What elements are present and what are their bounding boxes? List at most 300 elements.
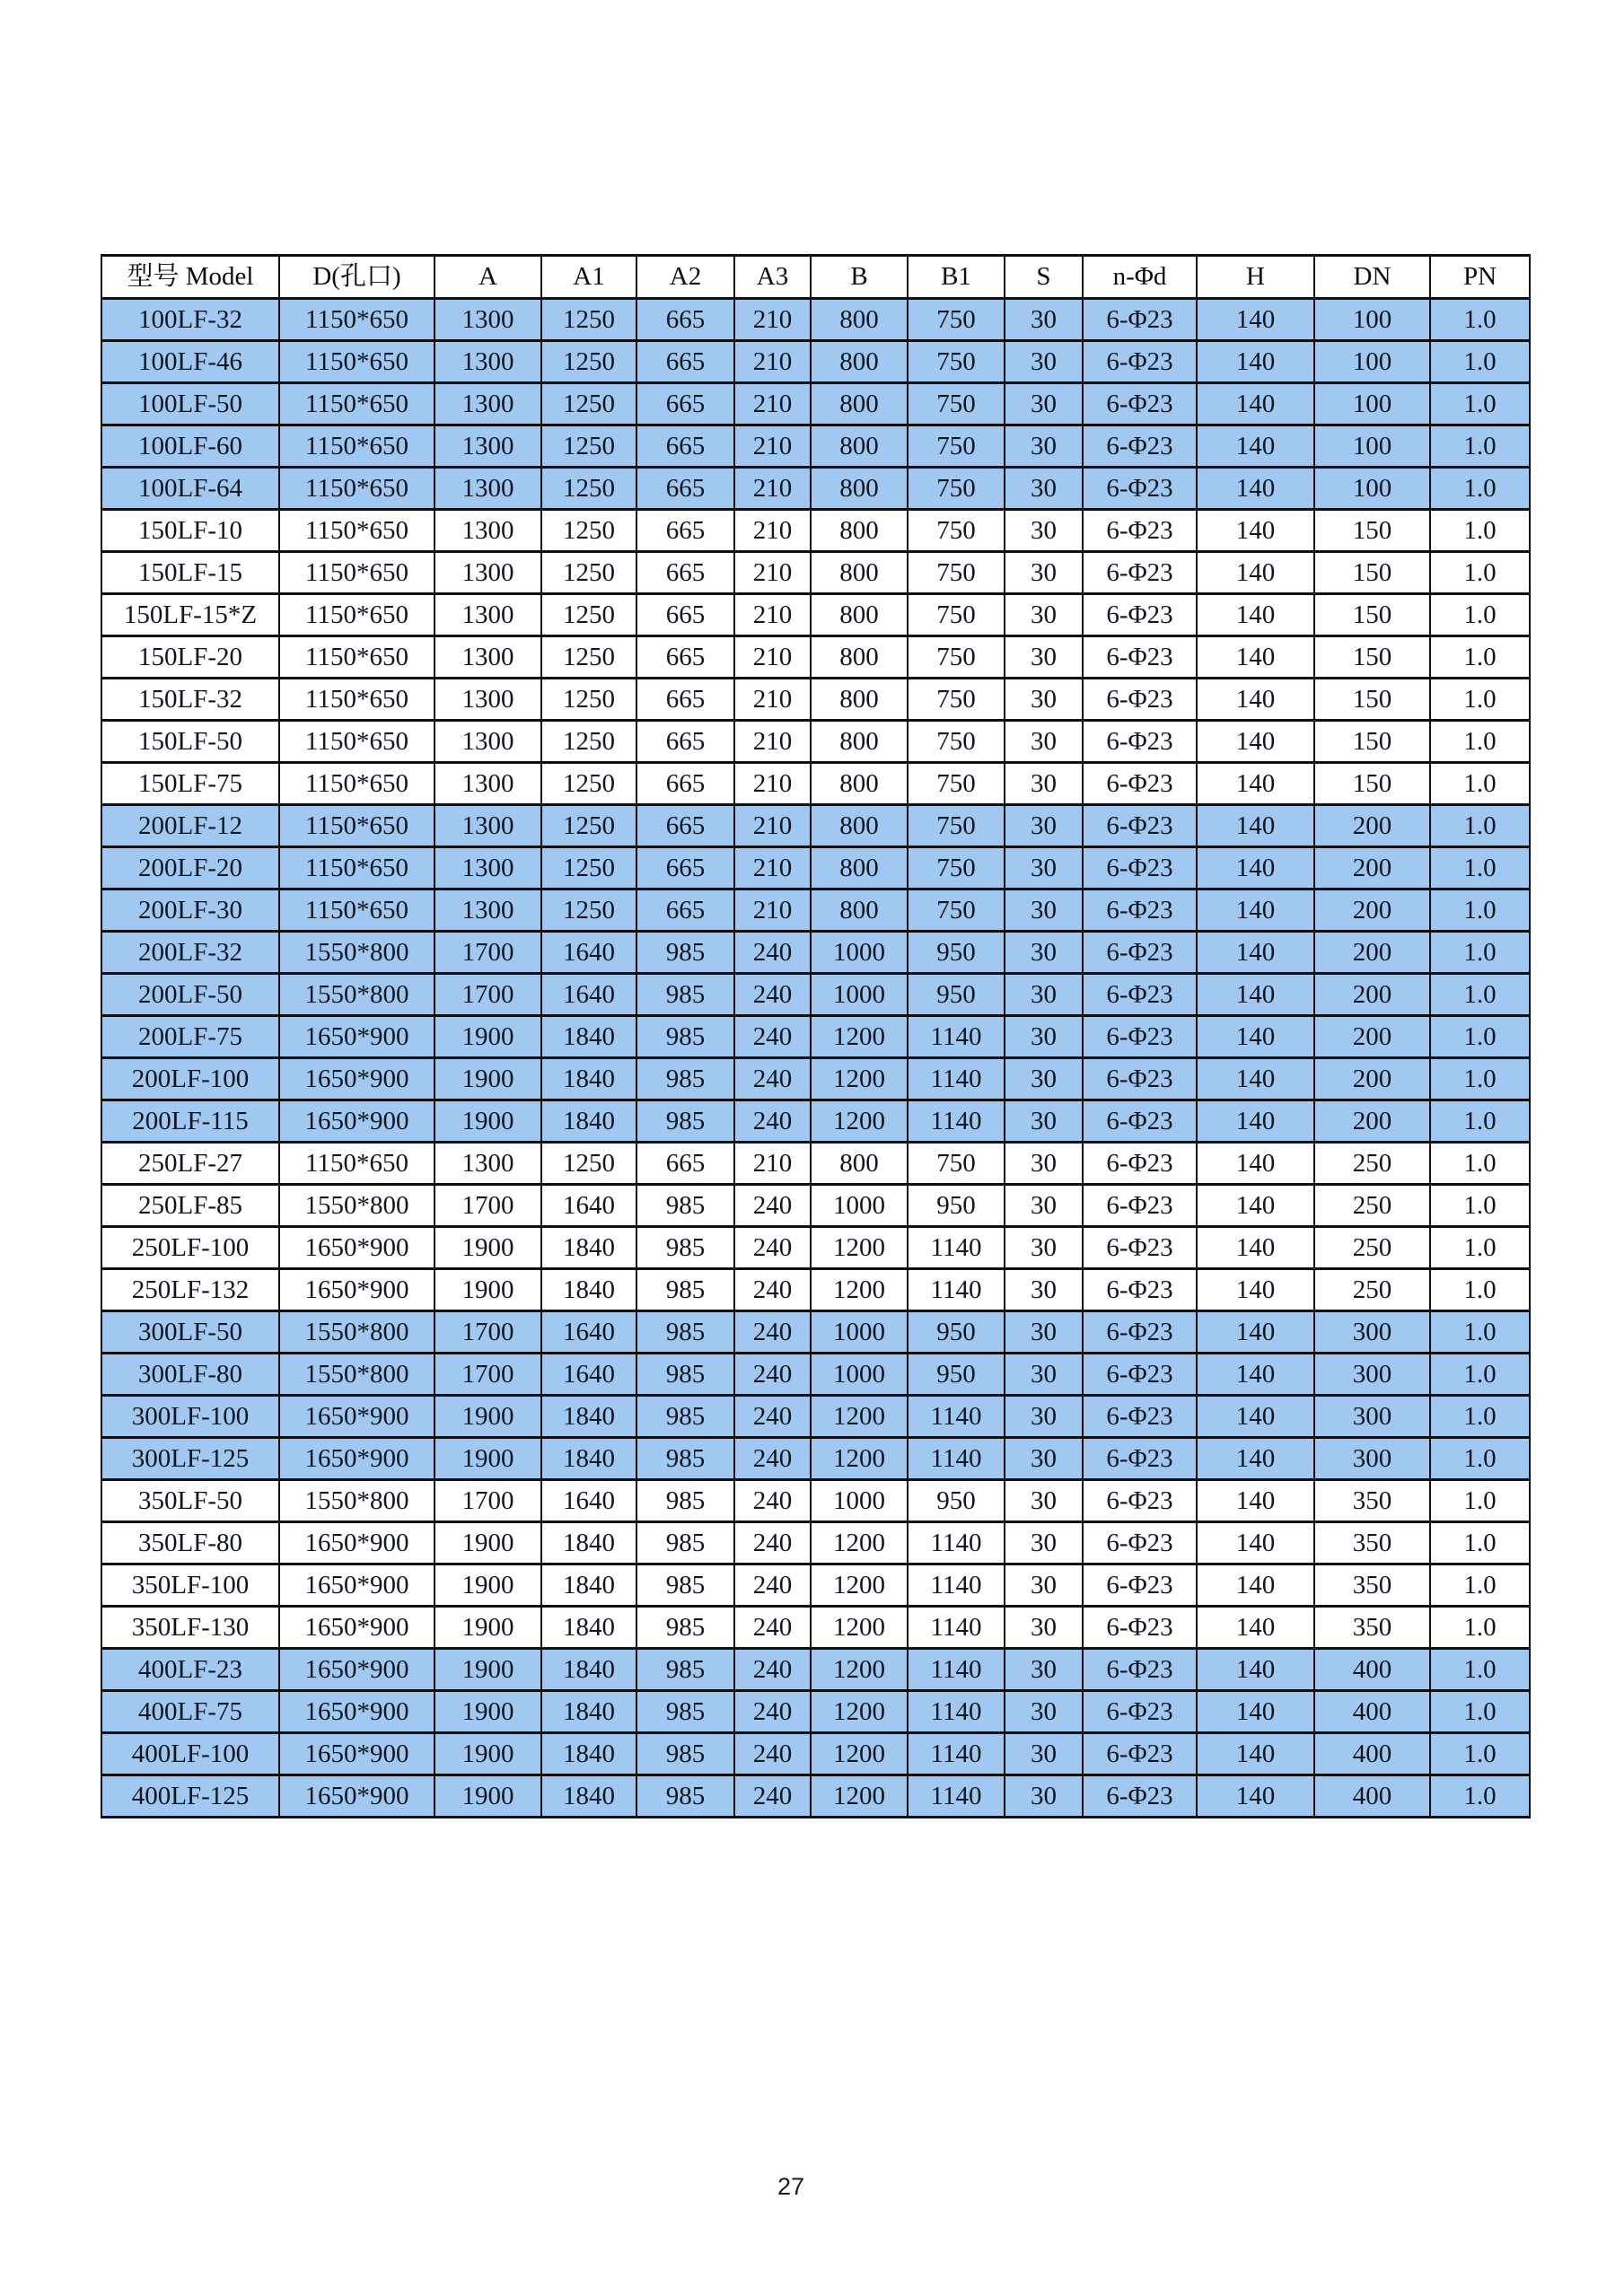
table-cell: 1900 [435,1269,541,1311]
table-cell: 100LF-50 [101,383,279,425]
table-cell: 200LF-30 [101,889,279,932]
table-cell: 30 [1005,1733,1083,1775]
table-cell: 30 [1005,1016,1083,1058]
table-cell: 1150*650 [279,805,435,847]
table-cell: 1140 [908,1607,1005,1649]
table-cell: 1650*900 [279,1649,435,1691]
table-cell: 140 [1197,1691,1314,1733]
table-cell: 665 [636,594,734,636]
table-cell: 985 [636,1185,734,1227]
table-cell: 665 [636,847,734,889]
table-cell: 150 [1314,510,1430,552]
table-cell: 240 [734,1691,811,1733]
table-row [101,299,1530,341]
table-cell: 1150*650 [279,510,435,552]
table-cell: 1140 [908,1396,1005,1438]
table-cell: 1900 [435,1607,541,1649]
table-cell: 30 [1005,1185,1083,1227]
table-cell: 6-Φ23 [1083,932,1197,974]
table-cell: 6-Φ23 [1083,299,1197,341]
column-header: B1 [908,256,1005,299]
table-cell: 30 [1005,594,1083,636]
table-cell: 1200 [811,1058,908,1100]
table-cell: 200 [1314,974,1430,1016]
table-cell: 985 [636,1607,734,1649]
table-cell: 800 [811,721,908,763]
table-cell: 150LF-50 [101,721,279,763]
table-cell: 1840 [541,1607,636,1649]
table-cell: 400LF-100 [101,1733,279,1775]
table-cell: 750 [908,679,1005,721]
table-cell: 1.0 [1430,889,1530,932]
table-cell: 665 [636,425,734,468]
table-cell: 1.0 [1430,1227,1530,1269]
table-cell: 1300 [435,468,541,510]
table-cell: 200LF-115 [101,1100,279,1143]
column-header: A3 [734,256,811,299]
table-cell: 6-Φ23 [1083,552,1197,594]
table-cell: 30 [1005,510,1083,552]
table-row [101,679,1530,721]
table-cell: 6-Φ23 [1083,1564,1197,1607]
table-cell: 665 [636,468,734,510]
table-row [101,1311,1530,1354]
table-cell: 240 [734,1438,811,1480]
table-row [101,1564,1530,1607]
table-cell: 30 [1005,721,1083,763]
table-cell: 1900 [435,1522,541,1564]
table-cell: 6-Φ23 [1083,1143,1197,1185]
data-table [101,254,1531,1818]
table-cell: 150LF-15 [101,552,279,594]
table-cell: 985 [636,1058,734,1100]
table-cell: 1150*650 [279,383,435,425]
table-cell: 30 [1005,1480,1083,1522]
table-cell: 6-Φ23 [1083,1311,1197,1354]
table-cell: 1840 [541,1649,636,1691]
table-cell: 1150*650 [279,847,435,889]
table-cell: 800 [811,889,908,932]
table-cell: 200LF-32 [101,932,279,974]
table-row [101,1227,1530,1269]
table-cell: 1250 [541,721,636,763]
table-cell: 1840 [541,1016,636,1058]
table-cell: 300LF-80 [101,1354,279,1396]
table-cell: 985 [636,1354,734,1396]
table-cell: 1150*650 [279,468,435,510]
table-row [101,763,1530,805]
table-cell: 140 [1197,1016,1314,1058]
table-cell: 1250 [541,847,636,889]
table-cell: 200LF-75 [101,1016,279,1058]
table-cell: 1140 [908,1100,1005,1143]
table-cell: 950 [908,1311,1005,1354]
table-cell: 30 [1005,805,1083,847]
table-cell: 1.0 [1430,510,1530,552]
table-cell: 1140 [908,1269,1005,1311]
table-cell: 1550*800 [279,1480,435,1522]
table-cell: 140 [1197,1269,1314,1311]
table-cell: 400 [1314,1649,1430,1691]
table-cell: 210 [734,679,811,721]
table-cell: 140 [1197,510,1314,552]
table-cell: 1.0 [1430,341,1530,383]
table-cell: 350LF-130 [101,1607,279,1649]
table-cell: 140 [1197,805,1314,847]
table-cell: 200LF-20 [101,847,279,889]
table-cell: 1640 [541,1354,636,1396]
table-cell: 750 [908,468,1005,510]
table-cell: 1150*650 [279,763,435,805]
table-cell: 1650*900 [279,1691,435,1733]
column-header: n-Φd [1083,256,1197,299]
table-cell: 200 [1314,1100,1430,1143]
table-cell: 750 [908,889,1005,932]
table-cell: 1.0 [1430,721,1530,763]
table-cell: 1.0 [1430,1058,1530,1100]
table-cell: 140 [1197,468,1314,510]
table-cell: 985 [636,1311,734,1354]
table-row [101,1100,1530,1143]
table-cell: 1.0 [1430,974,1530,1016]
table-row [101,721,1530,763]
table-cell: 1300 [435,847,541,889]
table-cell: 1.0 [1430,1438,1530,1480]
table-cell: 985 [636,1269,734,1311]
table-cell: 1250 [541,636,636,679]
table-cell: 240 [734,1185,811,1227]
table-cell: 1900 [435,1733,541,1775]
table-cell: 350 [1314,1480,1430,1522]
table-cell: 6-Φ23 [1083,679,1197,721]
table-row [101,1438,1530,1480]
table-cell: 1140 [908,1438,1005,1480]
table-cell: 1.0 [1430,468,1530,510]
table-cell: 30 [1005,1058,1083,1100]
table-cell: 1.0 [1430,552,1530,594]
table-row [101,1396,1530,1438]
table-cell: 1150*650 [279,679,435,721]
table-cell: 1250 [541,805,636,847]
table-row [101,510,1530,552]
column-header: A1 [541,256,636,299]
table-row [101,1607,1530,1649]
table-cell: 665 [636,299,734,341]
table-cell: 30 [1005,552,1083,594]
table-cell: 6-Φ23 [1083,1100,1197,1143]
table-cell: 1840 [541,1775,636,1818]
table-cell: 1.0 [1430,1607,1530,1649]
table-cell: 400 [1314,1733,1430,1775]
table-cell: 1250 [541,468,636,510]
table-cell: 1200 [811,1438,908,1480]
table-cell: 1.0 [1430,594,1530,636]
table-cell: 6-Φ23 [1083,889,1197,932]
table-cell: 1.0 [1430,763,1530,805]
column-header: D(孔口) [279,256,435,299]
table-cell: 750 [908,594,1005,636]
table-cell: 1840 [541,1522,636,1564]
table-cell: 140 [1197,636,1314,679]
table-cell: 6-Φ23 [1083,1058,1197,1100]
table-cell: 1640 [541,974,636,1016]
table-cell: 200LF-50 [101,974,279,1016]
table-cell: 140 [1197,1396,1314,1438]
table-cell: 6-Φ23 [1083,1649,1197,1691]
table-cell: 1150*650 [279,341,435,383]
table-cell: 6-Φ23 [1083,383,1197,425]
table-cell: 30 [1005,341,1083,383]
table-cell: 140 [1197,1564,1314,1607]
table-cell: 1.0 [1430,1522,1530,1564]
table-cell: 200 [1314,889,1430,932]
table-cell: 240 [734,1480,811,1522]
table-cell: 140 [1197,1438,1314,1480]
table-cell: 210 [734,594,811,636]
table-cell: 1000 [811,932,908,974]
table-cell: 150 [1314,763,1430,805]
table-row [101,1058,1530,1100]
table-cell: 1300 [435,383,541,425]
column-header: A [435,256,541,299]
table-cell: 100LF-60 [101,425,279,468]
table-cell: 30 [1005,1775,1083,1818]
table-cell: 6-Φ23 [1083,1733,1197,1775]
table-cell: 1840 [541,1058,636,1100]
table-cell: 30 [1005,383,1083,425]
table-cell: 750 [908,341,1005,383]
table-cell: 1.0 [1430,1143,1530,1185]
table-cell: 1250 [541,763,636,805]
table-cell: 300LF-100 [101,1396,279,1438]
table-cell: 1900 [435,1649,541,1691]
table-cell: 140 [1197,552,1314,594]
table-cell: 30 [1005,636,1083,679]
table-cell: 210 [734,299,811,341]
table-cell: 1150*650 [279,594,435,636]
table-cell: 800 [811,1143,908,1185]
table-cell: 150 [1314,679,1430,721]
table-cell: 1.0 [1430,1649,1530,1691]
table-cell: 30 [1005,1396,1083,1438]
table-cell: 950 [908,1185,1005,1227]
table-cell: 140 [1197,763,1314,805]
table-cell: 350 [1314,1522,1430,1564]
table-cell: 1550*800 [279,1311,435,1354]
table-cell: 1700 [435,974,541,1016]
table-row [101,425,1530,468]
table-cell: 985 [636,1649,734,1691]
page-number: 27 [777,2173,805,2200]
table-row [101,1185,1530,1227]
table-cell: 210 [734,721,811,763]
table-cell: 1200 [811,1649,908,1691]
table-cell: 1200 [811,1227,908,1269]
table-row [101,974,1530,1016]
table-cell: 210 [734,763,811,805]
table-cell: 985 [636,1480,734,1522]
table-cell: 1000 [811,1354,908,1396]
table-cell: 1900 [435,1058,541,1100]
table-cell: 30 [1005,1691,1083,1733]
table-cell: 1.0 [1430,932,1530,974]
table-cell: 1640 [541,1185,636,1227]
table-cell: 210 [734,847,811,889]
table-cell: 6-Φ23 [1083,847,1197,889]
table-cell: 1900 [435,1227,541,1269]
table-cell: 665 [636,552,734,594]
table-cell: 150LF-15*Z [101,594,279,636]
table-cell: 300LF-125 [101,1438,279,1480]
table-cell: 950 [908,1354,1005,1396]
table-cell: 800 [811,383,908,425]
table-cell: 1650*900 [279,1269,435,1311]
table-row [101,932,1530,974]
table-cell: 30 [1005,1143,1083,1185]
table-row [101,1522,1530,1564]
table-cell: 1150*650 [279,1143,435,1185]
table-cell: 6-Φ23 [1083,1691,1197,1733]
table-cell: 30 [1005,1100,1083,1143]
table-cell: 240 [734,1100,811,1143]
table-cell: 30 [1005,1649,1083,1691]
table-cell: 140 [1197,425,1314,468]
table-cell: 1.0 [1430,1185,1530,1227]
table-cell: 1.0 [1430,1480,1530,1522]
table-cell: 100LF-46 [101,341,279,383]
table-cell: 950 [908,974,1005,1016]
table-row [101,1269,1530,1311]
table-cell: 800 [811,805,908,847]
table-cell: 150 [1314,721,1430,763]
table-cell: 1300 [435,552,541,594]
table-cell: 250LF-132 [101,1269,279,1311]
table-cell: 140 [1197,932,1314,974]
table-cell: 665 [636,341,734,383]
table-cell: 250 [1314,1269,1430,1311]
table-cell: 1140 [908,1775,1005,1818]
table-row [101,1480,1530,1522]
table-cell: 1140 [908,1227,1005,1269]
column-header: S [1005,256,1083,299]
table-cell: 400 [1314,1691,1430,1733]
table-cell: 1640 [541,1480,636,1522]
table-row [101,468,1530,510]
table-cell: 1250 [541,510,636,552]
table-cell: 1300 [435,721,541,763]
table-cell: 665 [636,510,734,552]
table-cell: 200LF-100 [101,1058,279,1100]
table-row [101,1733,1530,1775]
table-cell: 6-Φ23 [1083,805,1197,847]
table-cell: 1700 [435,1480,541,1522]
table-cell: 350LF-50 [101,1480,279,1522]
table-cell: 800 [811,468,908,510]
table-cell: 400 [1314,1775,1430,1818]
table-cell: 140 [1197,1733,1314,1775]
table-cell: 1650*900 [279,1227,435,1269]
table-cell: 30 [1005,1354,1083,1396]
table-cell: 210 [734,636,811,679]
table-cell: 1.0 [1430,425,1530,468]
table-cell: 1300 [435,763,541,805]
table-cell: 985 [636,1016,734,1058]
table-cell: 1.0 [1430,1775,1530,1818]
table-cell: 1300 [435,889,541,932]
column-header: 型号 Model [101,256,279,299]
table-cell: 1140 [908,1522,1005,1564]
table-cell: 6-Φ23 [1083,1016,1197,1058]
table-cell: 140 [1197,1185,1314,1227]
table-cell: 1200 [811,1396,908,1438]
table-cell: 665 [636,805,734,847]
table-cell: 100 [1314,425,1430,468]
table-cell: 1840 [541,1438,636,1480]
table-cell: 1000 [811,1185,908,1227]
table-cell: 1.0 [1430,636,1530,679]
table-cell: 250 [1314,1185,1430,1227]
table-cell: 1140 [908,1649,1005,1691]
table-cell: 750 [908,763,1005,805]
table-cell: 1200 [811,1733,908,1775]
table-cell: 1840 [541,1269,636,1311]
table-cell: 6-Φ23 [1083,425,1197,468]
table-cell: 100 [1314,383,1430,425]
table-cell: 140 [1197,341,1314,383]
table-cell: 1.0 [1430,1691,1530,1733]
column-header: B [811,256,908,299]
table-cell: 140 [1197,679,1314,721]
table-cell: 1150*650 [279,636,435,679]
table-cell: 6-Φ23 [1083,1480,1197,1522]
table-cell: 240 [734,1311,811,1354]
table-cell: 1300 [435,594,541,636]
table-cell: 400LF-75 [101,1691,279,1733]
table-cell: 100 [1314,299,1430,341]
table-row [101,1354,1530,1396]
table-cell: 6-Φ23 [1083,1607,1197,1649]
table-cell: 1900 [435,1775,541,1818]
table-cell: 240 [734,1227,811,1269]
table-cell: 140 [1197,1775,1314,1818]
table-cell: 1840 [541,1691,636,1733]
table-cell: 800 [811,847,908,889]
table-cell: 240 [734,1269,811,1311]
table-cell: 1150*650 [279,552,435,594]
table-cell: 150LF-32 [101,679,279,721]
table-cell: 665 [636,1143,734,1185]
table-cell: 350LF-100 [101,1564,279,1607]
table-cell: 100 [1314,468,1430,510]
table-cell: 950 [908,932,1005,974]
table-cell: 1140 [908,1691,1005,1733]
table-cell: 750 [908,805,1005,847]
table-cell: 665 [636,889,734,932]
table-cell: 800 [811,763,908,805]
table-cell: 1200 [811,1522,908,1564]
table-cell: 100LF-32 [101,299,279,341]
table-cell: 750 [908,425,1005,468]
table-cell: 1300 [435,299,541,341]
table-cell: 985 [636,1227,734,1269]
table-cell: 210 [734,510,811,552]
table-cell: 140 [1197,1227,1314,1269]
table-cell: 1300 [435,1143,541,1185]
table-cell: 30 [1005,889,1083,932]
table-cell: 150 [1314,594,1430,636]
table-cell: 1550*800 [279,1185,435,1227]
table-cell: 1250 [541,425,636,468]
